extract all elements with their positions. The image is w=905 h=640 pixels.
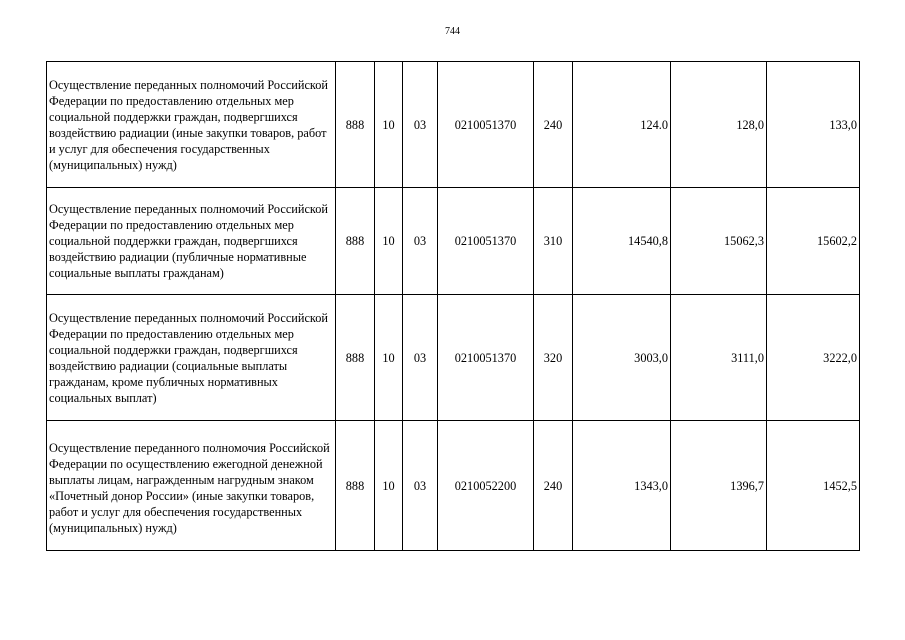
target-article-code: 0210051370 — [438, 295, 534, 421]
amount-year-2: 1396,7 — [671, 421, 767, 551]
amount-year-3: 133,0 — [767, 62, 860, 188]
table-row — [47, 62, 860, 188]
subsection-code: 03 — [403, 188, 438, 295]
amount-year-2: 3111,0 — [671, 295, 767, 421]
expense-type-code: 310 — [534, 188, 573, 295]
target-article-code: 0210051370 — [438, 62, 534, 188]
table-row — [47, 188, 860, 295]
section-code: 10 — [375, 295, 403, 421]
ministry-code: 888 — [336, 188, 375, 295]
amount-year-2: 128,0 — [671, 62, 767, 188]
section-code: 10 — [375, 62, 403, 188]
expense-type-code: 240 — [534, 62, 573, 188]
amount-year-1: 3003,0 — [573, 295, 671, 421]
amount-year-2: 15062,3 — [671, 188, 767, 295]
amount-year-3: 1452,5 — [767, 421, 860, 551]
amount-year-1: 124.0 — [573, 62, 671, 188]
budget-table — [46, 61, 860, 551]
target-article-code: 0210051370 — [438, 188, 534, 295]
row-description: Осуществление переданных полномочий Российской Федерации по предоставлению отдельных мер социальной поддержки граждан, подвергшихся воздействию радиации (иные закупки товаров, работ и услуг для обеспечения государственных (муниципальных) нужд) — [47, 62, 336, 188]
ministry-code: 888 — [336, 421, 375, 551]
amount-year-1: 1343,0 — [573, 421, 671, 551]
expense-type-code: 240 — [534, 421, 573, 551]
subsection-code: 03 — [403, 62, 438, 188]
amount-year-1: 14540,8 — [573, 188, 671, 295]
ministry-code: 888 — [336, 295, 375, 421]
page-number: 744 — [445, 26, 460, 37]
amount-year-3: 15602,2 — [767, 188, 860, 295]
section-code: 10 — [375, 421, 403, 551]
row-description: Осуществление переданных полномочий Российской Федерации по предоставлению отдельных мер социальной поддержки граждан, подвергшихся воздействию радиации (публичные нормативные социальные выплаты гражданам) — [47, 188, 336, 295]
expense-type-code: 320 — [534, 295, 573, 421]
row-description: Осуществление переданных полномочий Российской Федерации по предоставлению отдельных мер социальной поддержки граждан, подвергшихся воздействию радиации (социальные выплаты гражданам, кроме публичных нормативных социальных выплат) — [47, 295, 336, 421]
ministry-code: 888 — [336, 62, 375, 188]
amount-year-3: 3222,0 — [767, 295, 860, 421]
subsection-code: 03 — [403, 421, 438, 551]
row-description: Осуществление переданного полномочия Российской Федерации по осуществлению ежегодной денежной выплаты лицам, награжденным нагрудным знаком «Почетный донор России» (иные закупки товаров, работ и услуг для обеспечения государственных (муниципальных) нужд) — [47, 421, 336, 551]
target-article-code: 0210052200 — [438, 421, 534, 551]
section-code: 10 — [375, 188, 403, 295]
table-row — [47, 421, 860, 551]
table-row — [47, 295, 860, 421]
subsection-code: 03 — [403, 295, 438, 421]
